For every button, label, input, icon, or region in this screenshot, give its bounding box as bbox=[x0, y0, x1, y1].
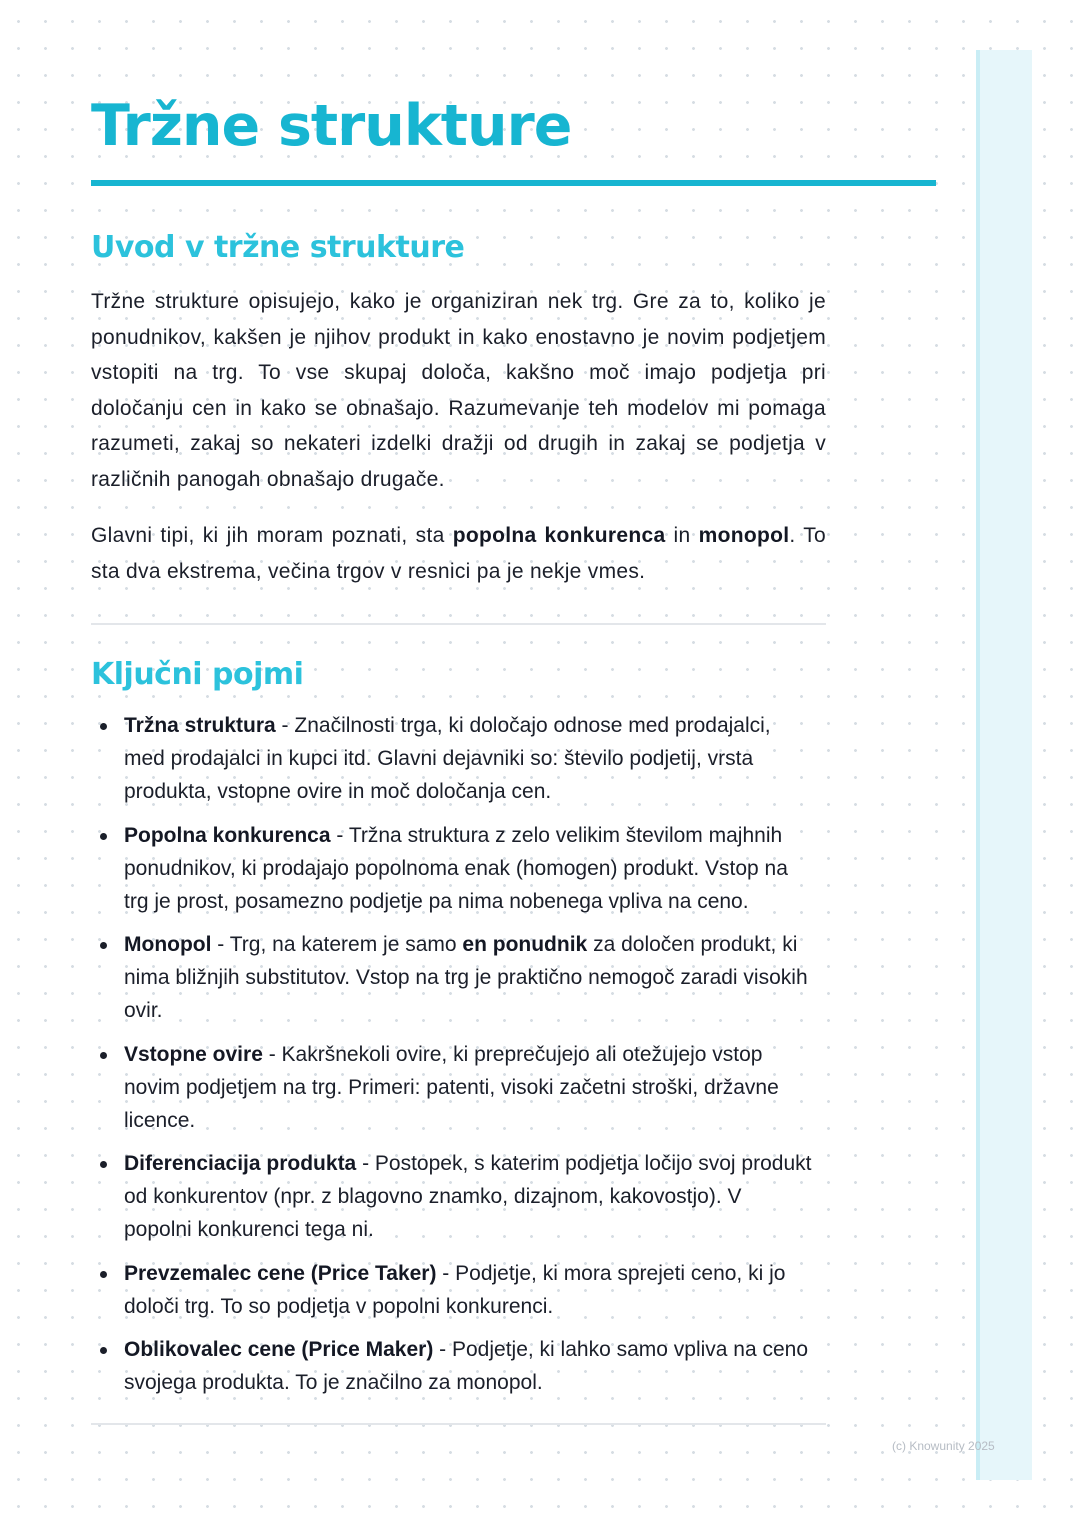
bullet-icon bbox=[100, 1347, 107, 1354]
copyright-footer: (c) Knowunity 2025 bbox=[892, 1439, 995, 1453]
key-terms-section bbox=[91, 655, 826, 1399]
list-item bbox=[124, 709, 814, 808]
term-definition: - Trg, na katerem je samo bbox=[211, 933, 463, 956]
term-definition: za določen produkt, ki nima bližnjih substitutov. Vstop na trg je praktično nemogoč zaradi visokih ovir. bbox=[124, 933, 808, 1022]
term-name: Vstopne ovire bbox=[124, 1042, 263, 1066]
intro-paragraph-1: Tržne strukture opisujejo, kako je organiziran nek trg. Gre za to, koliko je ponudnikov, kakšen je njihov produkt in kako enostavno je novim podjetjem vstopiti na trg. To vse skupaj določa, kakšno moč imajo podjetja pri določanju cen in kako se obnašajo. Razumevanje teh modelov mi pomaga razumeti, zakaj so nekateri izdelki dražji od drugih in zakaj se podjetja v različnih panogah obnašajo drugače. bbox=[91, 290, 826, 491]
term-definition: - Tržna struktura z zelo velikim številom majhnih ponudnikov, ki prodajajo popolnoma enak (homogen) produkt. Vstop na trg je prost, posamezno podjetje pa nima nobenega vpliva na ceno. bbox=[124, 823, 788, 913]
list-item bbox=[124, 1147, 814, 1246]
term-name: Monopol bbox=[124, 933, 212, 956]
page-title: Tržne strukture bbox=[91, 93, 572, 159]
document-content bbox=[91, 228, 826, 1425]
bullet-icon bbox=[100, 942, 107, 949]
intro-paragraph-2 bbox=[91, 518, 826, 589]
term-definition: - Podjetje, ki lahko samo vpliva na ceno svojega produkta. To je značilno za monopol. bbox=[124, 1338, 809, 1394]
term-name: Tržna struktura bbox=[124, 714, 276, 737]
bullet-icon bbox=[100, 1052, 107, 1059]
term-definition: - Podjetje, ki mora sprejeti ceno, ki jo določi trg. To so podjetja v popolni konkurenci. bbox=[124, 1261, 786, 1318]
side-margin-strip bbox=[976, 50, 1032, 1480]
title-underline bbox=[91, 180, 936, 186]
list-item bbox=[124, 1038, 814, 1137]
bullet-icon bbox=[100, 723, 107, 730]
term-definition: - Kakršnekoli ovire, ki preprečujejo ali otežujejo vstop novim podjetjem na trg. Primeri: patenti, visoki začetni stroški, državne licence. bbox=[124, 1042, 779, 1132]
emphasis-perfect-competition: popolna konkurenca bbox=[452, 524, 666, 547]
key-terms-heading: Ključni pojmi bbox=[91, 657, 304, 692]
emphasis-monopoly: monopol bbox=[698, 524, 790, 547]
intro-paragraph-2-text: . To sta dva ekstrema, večina trgov v resnici pa je nekje vmes. bbox=[91, 524, 827, 583]
bullet-icon bbox=[100, 1161, 107, 1168]
term-definition: - Značilnosti trga, ki določajo odnose med prodajalci, med prodajalci in kupci itd. Glavni dejavniki so: število podjetij, vrsta produkta, vstopne ovire in moč določanja cen. bbox=[124, 714, 771, 803]
list-item bbox=[124, 1257, 814, 1323]
term-definition: - Postopek, s katerim podjetja ločijo svoj produkt od konkurentov (npr. z blagovno znamko, dizajnom, kakovostjo). V popolni konkurenci tega ni. bbox=[124, 1152, 812, 1241]
term-name: Diferenciacija produkta bbox=[124, 1152, 357, 1175]
section-divider bbox=[91, 1423, 826, 1425]
intro-heading: Uvod v tržne strukture bbox=[91, 230, 465, 265]
term-name: Oblikovalec cene (Price Maker) bbox=[124, 1338, 434, 1361]
list-item bbox=[124, 819, 814, 918]
intro-paragraph-2-text: in bbox=[665, 524, 699, 547]
list-item bbox=[124, 928, 814, 1027]
bullet-icon bbox=[100, 1271, 107, 1278]
key-terms-list bbox=[91, 709, 826, 1399]
intro-section bbox=[91, 228, 826, 589]
term-name: Prevzemalec cene (Price Taker) bbox=[124, 1261, 437, 1285]
bullet-icon bbox=[100, 833, 107, 840]
list-item bbox=[124, 1333, 814, 1399]
term-name: Popolna konkurenca bbox=[124, 823, 331, 847]
section-divider bbox=[91, 623, 826, 625]
intro-paragraph-2-text: Glavni tipi, ki jih moram poznati, sta bbox=[91, 524, 453, 547]
term-definition-emphasis: en ponudnik bbox=[462, 933, 588, 956]
